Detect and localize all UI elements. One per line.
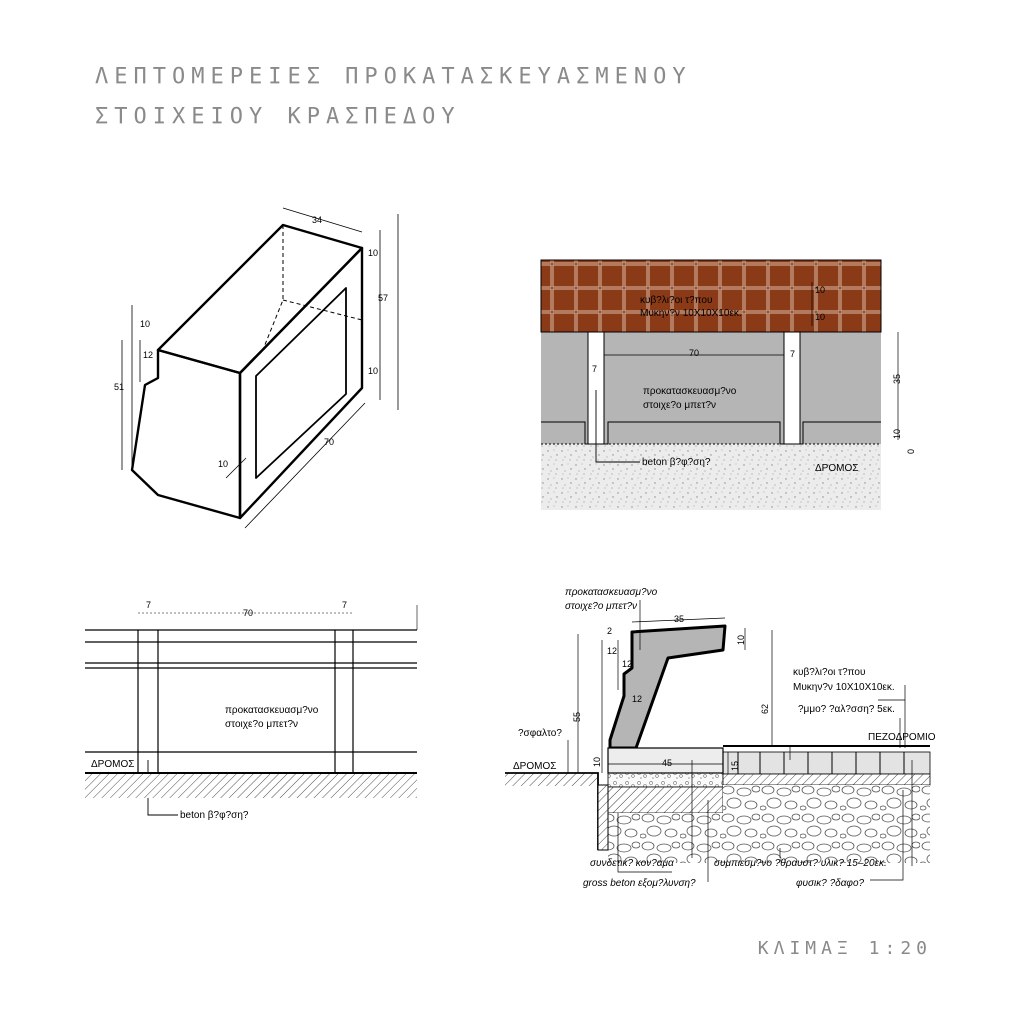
sec-asphalt-label: ?σφαλτο? [518,728,562,739]
elev-dim-left-joint: 7 [146,600,152,610]
plan-pavers-label-1: κυβ?λι?οι τ?που [640,295,713,306]
plan-dim-depth: 35 [892,373,902,384]
sec-dim-12b: 12 [622,659,633,669]
plan-dim-paver-a: 10 [815,285,826,295]
sec-curb-label-2: στοιχε?ο μπετ?ν [565,601,638,612]
iso-dim-left-c: 51 [114,382,125,392]
elev-dim-width: 70 [243,608,254,618]
sec-mortar-label: συνδετικ? κον?αμα [590,858,674,869]
plan-dim-joint-b: 7 [790,349,796,359]
sec-dim-15: 15 [730,760,740,771]
iso-dim-left-a: 10 [140,319,151,329]
plan-base-label: beton β?φ?ση? [642,457,711,468]
sec-dim-2: 2 [607,626,613,636]
iso-dim-right-a: 10 [368,248,379,258]
plan-dim-base: 10 [892,428,902,439]
sec-pavers-label-1: κυβ?λι?οι τ?που [793,667,866,678]
elev-road-label: ΔΡΟΜΟΣ [91,759,135,770]
sec-pavers-label-2: Μυκην?ν 10Χ10Χ10εκ. [793,682,895,693]
elev-base-label: beton β?φ?ση? [180,810,249,821]
sec-dim-12a: 12 [607,646,618,656]
sec-gross-label: gross beton εξομ?λυνση? [583,878,696,889]
plan-road-label: ΔΡΟΜΟΣ [815,463,859,474]
plan-dim-paver-b: 10 [815,312,826,322]
sec-dim-10: 10 [736,634,746,645]
sec-dim-45: 45 [662,758,673,768]
iso-dim-top: 34 [312,215,323,225]
plan-dim-zero: 0 [906,448,916,454]
plan-view [541,260,916,510]
elev-curb-label-2: στοιχε?ο μπετ?ν [225,719,299,730]
title-line-2: ΣΤΟΙΧΕΙΟΥ ΚΡΑΣΠΕΔΟΥ [95,104,461,129]
sec-dim-top: 35 [674,614,685,624]
scale-label: ΚΛΙΜΑΞ 1:20 [757,938,932,959]
plan-curb-label-2: στοιχε?ο μπετ?ν [643,400,717,411]
elev-dim-right-joint: 7 [342,600,348,610]
iso-dim-right-c: 10 [368,366,379,376]
sec-soil-label: φυσικ? ?δαφο? [796,878,865,889]
plan-curb-label-1: προκατασκευασμ?νο [643,386,737,397]
elevation-view [85,600,417,821]
sec-sand-label: ?μμο? ?αλ?σση? 5εκ. [798,704,895,715]
sec-sidewalk-label: ΠΕΖΟΔΡΟΜΙΟ [868,732,936,743]
iso-dim-left-b: 12 [143,350,154,360]
sec-dim-62: 62 [760,703,770,714]
plan-dim-joint-a: 7 [592,364,598,374]
iso-dim-length: 70 [324,437,335,447]
title-line-1: ΛΕΠΤΟΜΕΡΕΙΕΣ ΠΡΟΚΑΤΑΣΚΕΥΑΣΜΕΝΟΥ [95,64,692,89]
elev-curb-label-1: προκατασκευασμ?νο [225,705,319,716]
plan-pavers-label-2: Μυκην?ν 10Χ10Χ10εκ. [640,308,742,319]
sec-gravel-label: συμπιεσμ?νο ?θραυστ? υλικ? 15–20εκ. [714,858,887,869]
section-view [505,587,936,889]
sec-curb-label-1: προκατασκευασμ?νο [565,587,658,598]
sec-dim-12c: 12 [632,694,643,704]
sec-dim-55: 55 [572,711,582,722]
iso-dim-base: 10 [218,459,229,469]
sec-road-label: ΔΡΟΜΟΣ [513,761,557,772]
isometric-view [114,208,398,528]
sec-dim-10b: 10 [592,756,602,767]
iso-dim-right-b: 57 [378,293,389,303]
plan-dim-width: 70 [689,348,700,358]
